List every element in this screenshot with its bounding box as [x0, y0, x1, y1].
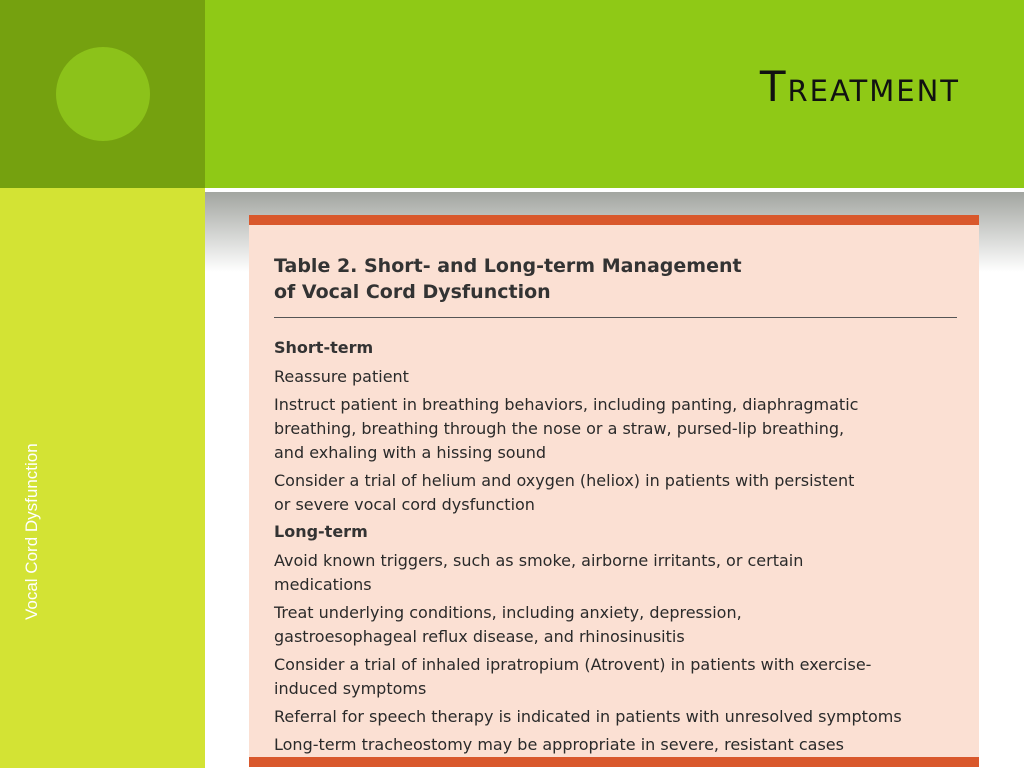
table-row — [274, 733, 965, 757]
row-text: and exhaling with a hissing sound — [274, 443, 547, 462]
row-text: Treat underlying conditions, including anxiety, depression, — [274, 603, 742, 622]
table-title — [274, 253, 742, 305]
slide-title: Treatment — [759, 62, 960, 111]
title-rule — [274, 317, 957, 318]
row-text: or severe vocal cord dysfunction — [274, 495, 535, 514]
short-term-heading: Short-term — [274, 338, 374, 357]
row-text: Long-term tracheostomy may be appropriate in severe, resistant cases — [274, 735, 844, 754]
long-term-heading: Long-term — [274, 522, 368, 541]
table-row — [274, 469, 965, 517]
side-label: Vocal Cord Dysfunction — [22, 443, 41, 620]
table-row — [274, 653, 965, 701]
header-dark-green-block — [0, 0, 205, 188]
row-text: breathing, breathing through the nose or a straw, pursed-lip breathing, — [274, 419, 845, 438]
row-text: Avoid known triggers, such as smoke, airborne irritants, or certain — [274, 551, 804, 570]
table-row — [274, 393, 965, 465]
table-content — [274, 337, 965, 761]
row-text: Consider a trial of helium and oxygen (heliox) in patients with persistent — [274, 471, 855, 490]
header-bar — [205, 0, 1024, 188]
row-text: gastroesophageal reflux disease, and rhinosinusitis — [274, 627, 685, 646]
row-text: Reassure patient — [274, 367, 409, 386]
row-text: induced symptoms — [274, 679, 427, 698]
table-row — [274, 705, 965, 729]
row-text: medications — [274, 575, 372, 594]
table-title-line-1: Table 2. Short- and Long-term Management — [274, 255, 742, 277]
decorative-circle — [56, 47, 150, 141]
table-row — [274, 601, 965, 649]
table-row — [274, 365, 965, 389]
table-title-line-2: of Vocal Cord Dysfunction — [274, 281, 551, 303]
management-table — [249, 215, 979, 767]
row-text: Referral for speech therapy is indicated in patients with unresolved symptoms — [274, 707, 902, 726]
table-row — [274, 549, 965, 597]
row-text: Consider a trial of inhaled ipratropium (Atrovent) in patients with exercise- — [274, 655, 872, 674]
row-text: Instruct patient in breathing behaviors, including panting, diaphragmatic — [274, 395, 859, 414]
